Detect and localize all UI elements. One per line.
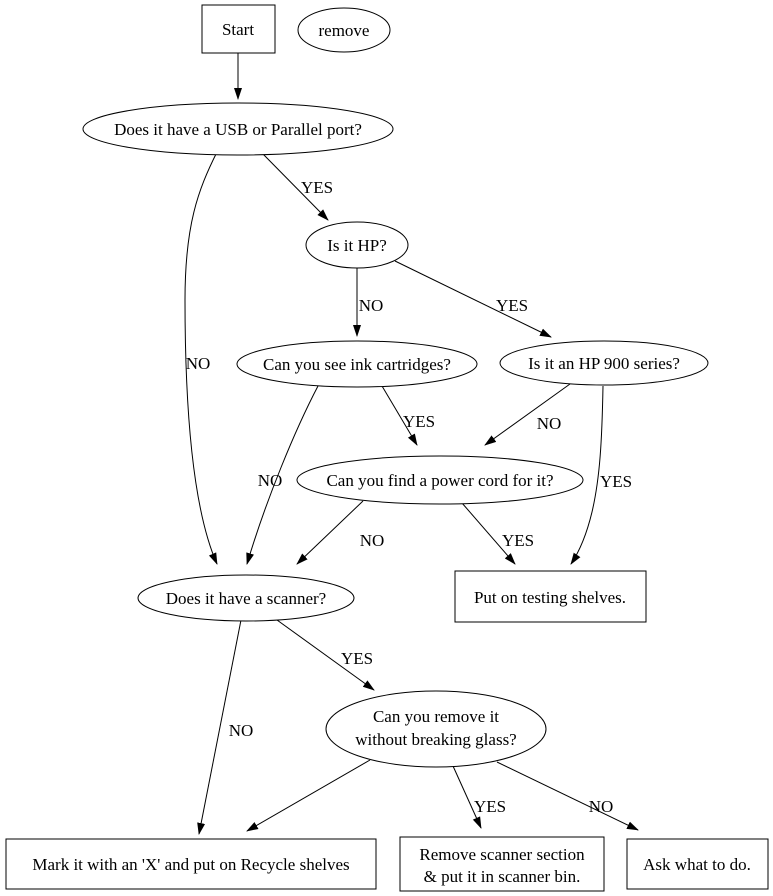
- edge-scanner-to-glass-label: YES: [340, 649, 374, 668]
- node-ask-label: Ask what to do.: [643, 855, 751, 874]
- edge-hp900-to-power-label: NO: [536, 414, 562, 433]
- node-scanner-label: Does it have a scanner?: [165, 589, 327, 608]
- edge-ink-to-power-label: YES: [402, 412, 436, 431]
- edge-usb-to-scanner-label: NO: [185, 354, 211, 373]
- edge-usb-to-is-hp-label: YES: [300, 178, 334, 197]
- node-scanner-bin: [400, 837, 604, 891]
- node-start-label: Start: [221, 20, 255, 39]
- edge-glass-to-scanner-bin-label: YES: [473, 797, 507, 816]
- node-power-cord-label: Can you find a power cord for it?: [326, 471, 554, 490]
- node-is-hp: [306, 222, 408, 268]
- edge-glass-to-ask: [497, 762, 638, 830]
- node-usb-port-label: Does it have a USB or Parallel port?: [114, 120, 362, 139]
- node-remove: [298, 8, 390, 52]
- node-usb-port: [83, 103, 393, 155]
- node-breaking-glass-label-line1: Can you remove it: [372, 707, 500, 726]
- node-ink-cartridges: [237, 341, 477, 387]
- node-layer: [6, 5, 768, 891]
- node-scanner: [138, 575, 354, 621]
- node-scanner-bin-label-line2: & put it in scanner bin.: [423, 867, 581, 886]
- node-testing-shelves-label: Put on testing shelves.: [473, 588, 627, 607]
- edge-power-to-scanner: [297, 501, 363, 564]
- node-ink-cartridges-label: Can you see ink cartridges?: [263, 355, 451, 374]
- edge-hp900-to-testing-label: YES: [599, 472, 633, 491]
- edge-power-to-scanner-label: NO: [359, 531, 385, 550]
- node-power-cord: [297, 456, 583, 504]
- node-start: [202, 5, 275, 53]
- edge-scanner-to-recycle-label: NO: [228, 721, 254, 740]
- edge-is-hp-to-hp900-label: YES: [495, 296, 529, 315]
- node-is-hp-label: Is it HP?: [327, 236, 387, 255]
- node-testing-shelves: [455, 571, 646, 622]
- node-ask: [627, 839, 768, 889]
- node-recycle-shelves-label: Mark it with an 'X' and put on Recycle shelves: [32, 855, 350, 874]
- node-breaking-glass: [326, 691, 546, 767]
- node-breaking-glass-ellipse: [326, 691, 546, 767]
- node-recycle-shelves: [6, 839, 376, 889]
- edge-power-to-testing-label: YES: [501, 531, 535, 550]
- edge-ink-to-scanner-label: NO: [257, 471, 283, 490]
- node-scanner-bin-label-line1: Remove scanner section: [419, 845, 585, 864]
- node-remove-label: remove: [318, 21, 370, 40]
- node-hp900-label: Is it an HP 900 series?: [528, 354, 680, 373]
- edge-is-hp-to-ink-label: NO: [358, 296, 384, 315]
- node-hp900: [500, 341, 708, 385]
- node-breaking-glass-label-line2: without breaking glass?: [355, 730, 517, 749]
- edge-glass-to-ask-label: NO: [588, 797, 614, 816]
- edge-glass-to-recycle: [247, 760, 370, 831]
